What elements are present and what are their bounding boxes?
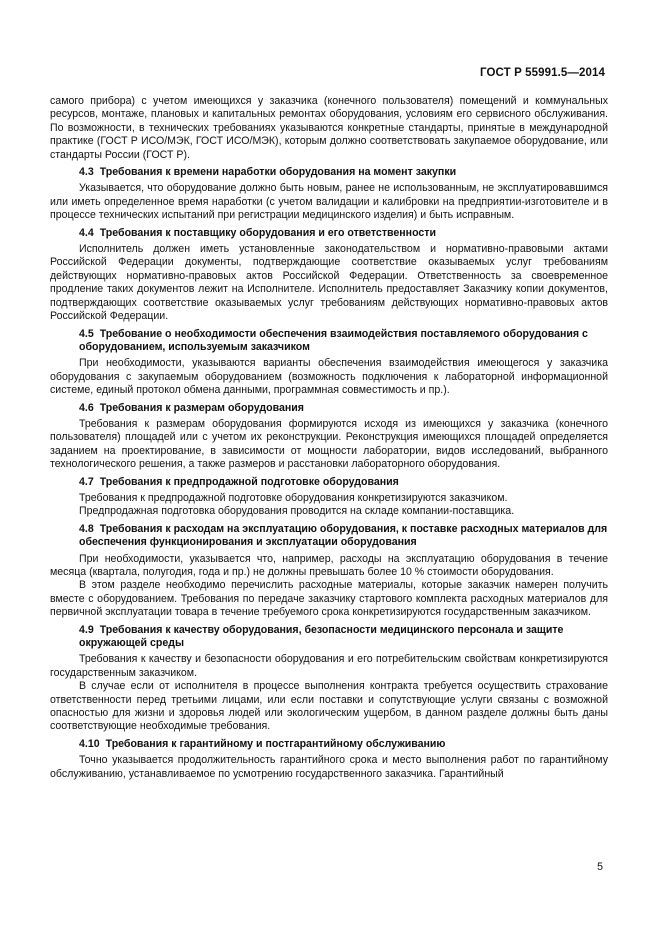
section-paragraph: В этом разделе необходимо перечислить расходные материалы, которые заказчик намерен получить вместе с оборудованием. Требования по передаче заказчику стартового комплекта расходных материалов для первичной эксплуатации товара в течение требуемого срока конкретизируются государственным заказчиком. (50, 579, 608, 619)
section-paragraph: В случае если от исполнителя в процессе выполнения контракта требуется осуществить страхование ответственности перед третьими лицами, или если поставки и сопутствующие услуги связаны с возможной опасностью для жизни и здоровья людей или экологическим ущербом, в данном разделе должны быть даны соответствующие необходимые требования. (50, 680, 608, 733)
section-number: 4.7 (79, 475, 94, 488)
section-heading (50, 166, 608, 179)
section-paragraph: Предпродажная подготовка оборудования проводится на складе компании-поставщика. (79, 505, 515, 518)
section-title: Требования к гарантийному и постгарантийному обслуживанию (105, 737, 446, 750)
section-heading (50, 624, 608, 651)
page-number: 5 (597, 861, 603, 873)
section-number: 4.5 (79, 327, 94, 340)
section-title: Требования к расходам на эксплуатацию оборудования, к поставке расходных материалов для обеспечения функционирования и эксплуатации оборудования (79, 522, 608, 549)
section-number: 4.4 (79, 226, 94, 239)
intro-paragraph: самого прибора) с учетом имеющихся у заказчика (конечного пользователя) помещений и коммунальных ресурсов, монтаже, плановых и капитальных ремонтах оборудования, условиям его сервисного обслуживания. По возможности, в технических требованиях указываются конкретные стандарты, принятые в международной практике (ГОСТ Р ИСО/МЭК, ГОСТ ИСО/МЭК), которым должно соответствовать закупаемое оборудование, или стандарты России (ГОСТ Р). (50, 95, 608, 161)
section-title: Требования к размерам оборудования (99, 401, 304, 414)
section-title: Требования к качеству оборудования, безопасности медицинского персонала и защите окружающей среды (79, 623, 564, 650)
section-title: Требования к времени наработки оборудования на момент закупки (99, 166, 457, 179)
section-heading (50, 227, 608, 240)
section-paragraph: Требования к предпродажной подготовке оборудования конкретизируются заказчиком. (79, 491, 508, 504)
section-paragraph: Указывается, что оборудование должно быть новым, ранее не использованным, не эксплуатировавшимся или иметь определенное время наработки (с учетом валидации и калибровки на предприятии-изготовителе и в процессе технических испытаний при регистрации медицинского изделия) и быть исправным. (50, 182, 608, 222)
section-number: 4.10 (79, 737, 100, 750)
document-body (50, 95, 608, 781)
section-title: Требования к поставщику оборудования и его ответственности (99, 226, 436, 239)
section-heading (50, 523, 608, 550)
section-heading (50, 328, 608, 355)
section-heading (50, 402, 608, 415)
section-paragraph: Исполнитель должен иметь установленные законодательством и нормативно-правовыми актами Российской Федерации документы, подтверждающие соответствие оказываемых услуг требованиям действующих нормативно-правовых актов Российской Федерации. Ответственность за своевременное продление таких документов лежит на Исполнителе. Исполнитель предоставляет Заказчику копии документов, подтверждающих соответствие оказываемых услуг требованиям действующих нормативно-правовых актов Российской Федерации. (50, 243, 608, 323)
section-paragraph: Требования к размерам оборудования формируются исходя из имеющихся у заказчика (конечного пользователя) площадей или с учетом их реконструкции. Реконструкция имеющихся площадей определяется заданием на проектирование, в зависимости от мощности лаборатории, видов исследований, выбранного технологического решения, а также размеров и расстановки лабораторного оборудования. (50, 417, 608, 471)
section-number: 4.9 (79, 623, 94, 636)
section-paragraph: При необходимости, указывается что, например, расходы на эксплуатацию оборудования в течение месяца (квартала, полугодия, года и пр.) не должны превышать более 10 % стоимости оборудования. (50, 552, 608, 578)
section-title: Требования к предпродажной подготовке оборудования (99, 475, 399, 488)
section-title: Требование о необходимости обеспечения взаимодействия поставляемого оборудования с оборудованием, используемым заказчиком (79, 327, 588, 353)
section-heading (50, 738, 608, 751)
section-number: 4.3 (79, 166, 94, 179)
section-paragraph: При необходимости, указываются варианты обеспечения взаимодействия имеющегося у заказчика оборудования с закупаемым оборудованием (возможность подключения к лабораторной информационной системе, единый протокол обмена данными, программная совместимость и пр.). (50, 357, 608, 397)
section-number: 4.6 (79, 401, 94, 414)
section-paragraph: Требования к качеству и безопасности оборудования и его потребительским свойствам конкретизируются государственным заказчиком. (50, 653, 608, 679)
section-paragraph: Точно указывается продолжительность гарантийного срока и место выполнения работ по гарантийному обслуживанию, устанавливаемое по усмотрению государственного заказчика. Гарантийный (50, 754, 608, 780)
sections-container (50, 166, 608, 781)
section-number: 4.8 (79, 522, 94, 535)
section-heading (50, 476, 608, 489)
document-header-id: ГОСТ Р 55991.5—2014 (480, 67, 605, 79)
